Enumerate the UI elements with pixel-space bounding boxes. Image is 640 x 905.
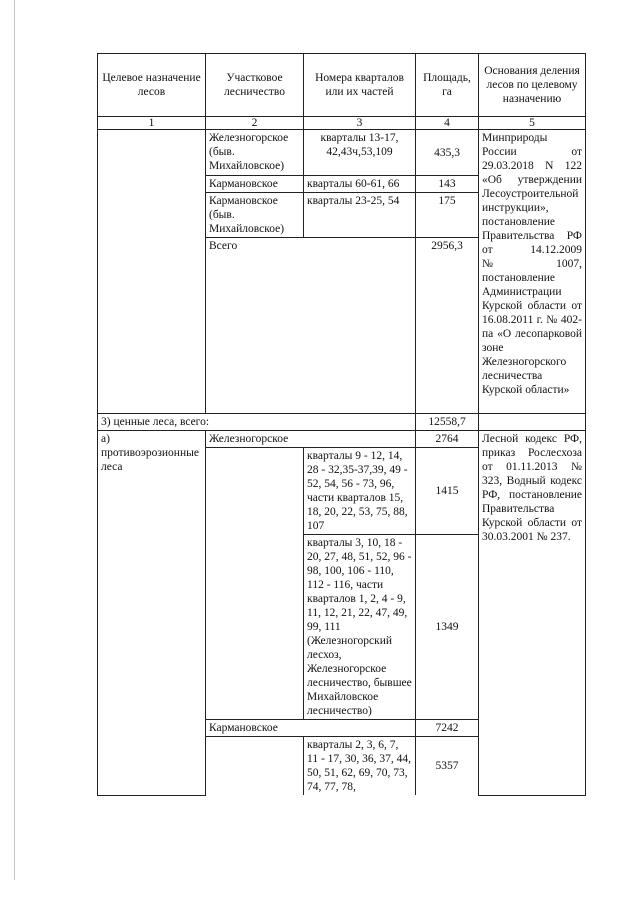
- area-cell: 1349: [416, 535, 479, 720]
- column-number: 3: [304, 117, 416, 130]
- purpose-cell: а) противоэрозионные леса: [98, 431, 206, 796]
- area-cell: 1415: [416, 448, 479, 535]
- total-label: Всего: [206, 238, 416, 414]
- header-district: Участковое лесничество: [206, 54, 304, 117]
- area-cell: 2764: [416, 431, 479, 448]
- table-row: [98, 130, 586, 176]
- quarters-cell: кварталы 13-17, 42,43ч,53,109: [304, 130, 416, 176]
- header-basis: Основания деления лесов по целевому назначению: [479, 54, 586, 117]
- district-cell: Кармановское: [206, 176, 304, 193]
- section-area: 12558,7: [416, 414, 479, 431]
- table-header-row: [98, 54, 586, 117]
- quarters-cell: кварталы 60-61, 66: [304, 176, 416, 193]
- district-cell-empty: [206, 737, 304, 796]
- basis-cell: Лесной кодекс РФ, приказ Рослесхоза от 01.11.2013 № 323, Водный кодекс РФ, постановление Правительства Курской области от 30.03.2001 № 237.: [479, 431, 586, 796]
- column-number: 4: [416, 117, 479, 130]
- table-row: [98, 431, 586, 448]
- purpose-cell-empty: [98, 130, 206, 414]
- district-cell: Кармановское (быв. Михайловское): [206, 193, 304, 238]
- total-area: 2956,3: [416, 238, 479, 414]
- forest-classification-table: [97, 53, 586, 796]
- district-cell: Кармановское: [206, 720, 416, 737]
- district-cell-empty: [206, 448, 304, 720]
- header-quarters: Номера кварталов или их частей: [304, 54, 416, 117]
- header-purpose: Целевое назначение лесов: [98, 54, 206, 117]
- scan-edge-line: [14, 0, 15, 880]
- quarters-cell: кварталы 23-25, 54: [304, 193, 416, 238]
- basis-cell-empty: [479, 414, 586, 431]
- column-number: 1: [98, 117, 206, 130]
- column-number: 2: [206, 117, 304, 130]
- area-cell: 435,3: [416, 130, 479, 176]
- district-cell: Железногорское (быв. Михайловское): [206, 130, 304, 176]
- column-number: 5: [479, 117, 586, 130]
- quarters-cell: кварталы 2, 3, 6, 7, 11 - 17, 30, 36, 37, 44, 50, 51, 62, 69, 70, 73, 74, 77, 78,: [304, 737, 416, 796]
- column-number-row: [98, 117, 586, 130]
- district-cell: Железногорское: [206, 431, 416, 448]
- area-cell: 175: [416, 193, 479, 238]
- area-cell: 143: [416, 176, 479, 193]
- section-title-row: [98, 414, 586, 431]
- area-cell: 7242: [416, 720, 479, 737]
- quarters-cell: кварталы 9 - 12, 14, 28 - 32,35-37,39, 49 - 52, 54, 56 - 73, 96, части кварталов 15, 18, 20, 22, 53, 75, 88, 107: [304, 448, 416, 535]
- section-title: 3) ценные леса, всего:: [98, 414, 416, 431]
- basis-cell: Минприроды России от 29.03.2018 N 122 «Об утверждении Лесоустроительной инструкции», постановление Правительства РФ от 14.12.2009 №1007, постановление Администрации Курской области от 16.08.2011 г. № 402-па «О лесопарковой зоне Железногорского лесничества Курской области»: [479, 130, 586, 414]
- area-cell: 5357: [416, 737, 479, 796]
- quarters-cell: кварталы 3, 10, 18 - 20, 27, 48, 51, 52, 96 - 98, 100, 106 - 110, 112 - 116, части кварталов 1, 2, 4 - 9, 11, 12, 21, 22, 47, 49, 99, 111 (Железногорский лесхоз, Железногорское лесничество, бывшее Михайловское лесничество): [304, 535, 416, 720]
- header-area: Площадь, га: [416, 54, 479, 117]
